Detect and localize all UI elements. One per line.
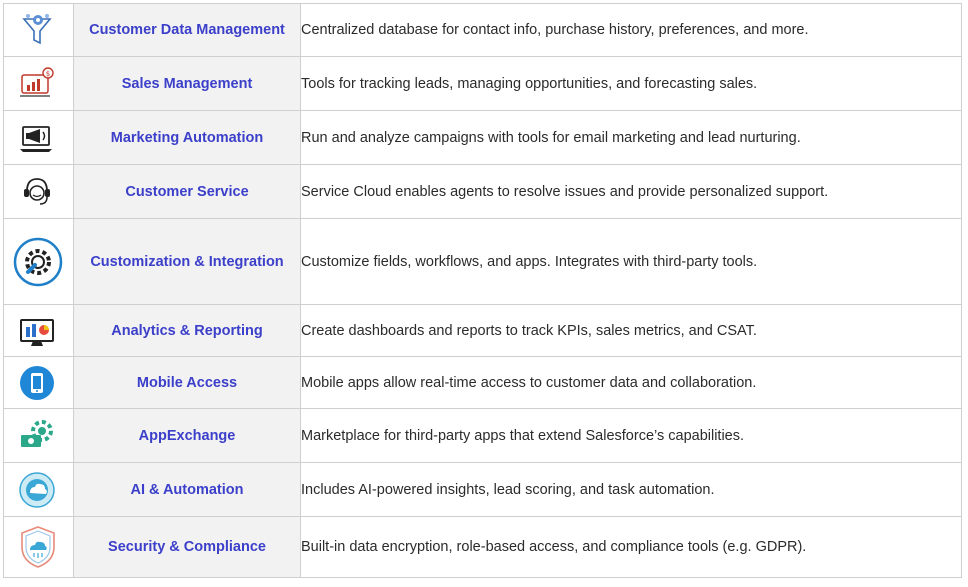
feature-table — [3, 3, 962, 578]
money-gear-icon — [18, 417, 56, 455]
icon-cell — [4, 165, 74, 219]
shield-cloud-icon — [18, 525, 58, 569]
headset-agent-icon — [18, 173, 56, 211]
icon-cell — [4, 463, 74, 517]
icon-cell — [4, 305, 74, 357]
mobile-phone-icon — [18, 364, 56, 402]
feature-name: Sales Management — [74, 57, 301, 111]
table-row — [4, 305, 962, 357]
icon-cell — [4, 219, 74, 305]
megaphone-laptop-icon — [18, 119, 56, 157]
feature-description: Service Cloud enables agents to resolve issues and provide personalized support. — [301, 165, 962, 219]
feature-description: Built-in data encryption, role-based access, and compliance tools (e.g. GDPR). — [301, 517, 962, 578]
table-row — [4, 57, 962, 111]
feature-description: Tools for tracking leads, managing opportunities, and forecasting sales. — [301, 57, 962, 111]
feature-name: Marketing Automation — [74, 111, 301, 165]
table-row — [4, 219, 962, 305]
gear-wrench-icon — [13, 237, 63, 287]
feature-description: Mobile apps allow real-time access to customer data and collaboration. — [301, 357, 962, 409]
ai-brain-cloud-icon — [18, 471, 56, 509]
table-row — [4, 165, 962, 219]
feature-name: Mobile Access — [74, 357, 301, 409]
feature-description: Marketplace for third-party apps that extend Salesforce’s capabilities. — [301, 409, 962, 463]
icon-cell — [4, 57, 74, 111]
icon-cell — [4, 409, 74, 463]
feature-name: Customer Data Management — [74, 4, 301, 57]
feature-description: Run and analyze campaigns with tools for email marketing and lead nurturing. — [301, 111, 962, 165]
svg-text:$: $ — [45, 69, 51, 78]
funnel-gear-icon — [18, 11, 56, 49]
icon-cell — [4, 4, 74, 57]
feature-name: AppExchange — [74, 409, 301, 463]
table-row — [4, 4, 962, 57]
icon-cell — [4, 517, 74, 578]
sales-chart-icon — [18, 65, 56, 103]
icon-cell — [4, 111, 74, 165]
feature-name: Analytics & Reporting — [74, 305, 301, 357]
feature-name: Customer Service — [74, 165, 301, 219]
dashboard-monitor-icon — [18, 312, 56, 350]
feature-name: AI & Automation — [74, 463, 301, 517]
table-row — [4, 517, 962, 578]
feature-description: Centralized database for contact info, purchase history, preferences, and more. — [301, 4, 962, 57]
feature-name: Security & Compliance — [74, 517, 301, 578]
table-row — [4, 111, 962, 165]
table-row — [4, 463, 962, 517]
table-row — [4, 409, 962, 463]
feature-description: Includes AI-powered insights, lead scoring, and task automation. — [301, 463, 962, 517]
feature-description: Create dashboards and reports to track KPIs, sales metrics, and CSAT. — [301, 305, 962, 357]
feature-name: Customization & Integration — [74, 219, 301, 305]
table-row — [4, 357, 962, 409]
feature-description: Customize fields, workflows, and apps. Integrates with third-party tools. — [301, 219, 962, 305]
icon-cell — [4, 357, 74, 409]
